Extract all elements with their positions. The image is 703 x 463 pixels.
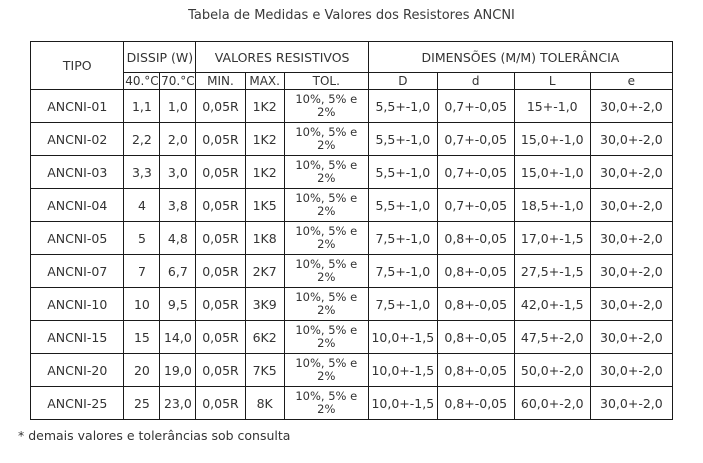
cell-dim-d: 0,8+-0,05 <box>437 255 514 288</box>
cell-dim-L: 27,5+-1,5 <box>514 255 590 288</box>
cell-tol: 10%, 5% e 2% <box>284 156 368 189</box>
cell-max: 1K2 <box>245 156 284 189</box>
cell-dim-D: 10,0+-1,5 <box>368 354 437 387</box>
table-row <box>31 156 673 189</box>
cell-tipo: ANCNI-03 <box>31 156 124 189</box>
cell-dim-D: 5,5+-1,0 <box>368 156 437 189</box>
cell-dissip-40c: 2,2 <box>124 123 160 156</box>
cell-dim-e: 30,0+-2,0 <box>590 321 672 354</box>
cell-dim-e: 30,0+-2,0 <box>590 354 672 387</box>
cell-dim-d: 0,8+-0,05 <box>437 354 514 387</box>
cell-dim-d: 0,7+-0,05 <box>437 156 514 189</box>
cell-tol: 10%, 5% e 2% <box>284 90 368 123</box>
cell-dim-L: 15,0+-1,0 <box>514 156 590 189</box>
cell-tipo: ANCNI-02 <box>31 123 124 156</box>
cell-dissip-40c: 10 <box>124 288 160 321</box>
cell-dim-e: 30,0+-2,0 <box>590 255 672 288</box>
cell-dim-D: 10,0+-1,5 <box>368 387 437 420</box>
cell-dissip-70c: 23,0 <box>160 387 196 420</box>
cell-dissip-70c: 1,0 <box>160 90 196 123</box>
cell-dim-D: 5,5+-1,0 <box>368 123 437 156</box>
cell-min: 0,05R <box>196 90 245 123</box>
cell-min: 0,05R <box>196 321 245 354</box>
table-row <box>31 123 673 156</box>
header-d: d <box>437 73 514 90</box>
cell-dim-d: 0,7+-0,05 <box>437 90 514 123</box>
cell-dissip-70c: 3,0 <box>160 156 196 189</box>
cell-tipo: ANCNI-20 <box>31 354 124 387</box>
cell-dim-d: 0,7+-0,05 <box>437 123 514 156</box>
table-row <box>31 354 673 387</box>
cell-dim-D: 7,5+-1,0 <box>368 255 437 288</box>
table-row <box>31 387 673 420</box>
cell-dim-D: 5,5+-1,0 <box>368 189 437 222</box>
cell-tol: 10%, 5% e 2% <box>284 189 368 222</box>
cell-tipo: ANCNI-07 <box>31 255 124 288</box>
cell-dim-e: 30,0+-2,0 <box>590 90 672 123</box>
cell-dim-L: 18,5+-1,0 <box>514 189 590 222</box>
cell-dissip-40c: 5 <box>124 222 160 255</box>
cell-tol: 10%, 5% e 2% <box>284 123 368 156</box>
table-row <box>31 90 673 123</box>
cell-max: 2K7 <box>245 255 284 288</box>
cell-dim-L: 47,5+-2,0 <box>514 321 590 354</box>
cell-dissip-40c: 25 <box>124 387 160 420</box>
header-dissip: DISSIP (W) <box>124 42 196 73</box>
cell-dissip-70c: 2,0 <box>160 123 196 156</box>
cell-max: 1K5 <box>245 189 284 222</box>
cell-dissip-70c: 9,5 <box>160 288 196 321</box>
table-row <box>31 255 673 288</box>
cell-dissip-40c: 15 <box>124 321 160 354</box>
cell-dim-L: 17,0+-1,5 <box>514 222 590 255</box>
cell-tipo: ANCNI-04 <box>31 189 124 222</box>
cell-max: 7K5 <box>245 354 284 387</box>
cell-min: 0,05R <box>196 288 245 321</box>
header-max: MAX. <box>245 73 284 90</box>
cell-max: 3K9 <box>245 288 284 321</box>
cell-dissip-70c: 6,7 <box>160 255 196 288</box>
cell-dim-L: 60,0+-2,0 <box>514 387 590 420</box>
cell-tipo: ANCNI-05 <box>31 222 124 255</box>
cell-tol: 10%, 5% e 2% <box>284 288 368 321</box>
cell-dim-e: 30,0+-2,0 <box>590 123 672 156</box>
footnote: * demais valores e tolerâncias sob consulta <box>18 428 291 443</box>
cell-max: 8K <box>245 387 284 420</box>
cell-tipo: ANCNI-01 <box>31 90 124 123</box>
cell-max: 6K2 <box>245 321 284 354</box>
cell-dissip-70c: 3,8 <box>160 189 196 222</box>
cell-dissip-40c: 4 <box>124 189 160 222</box>
cell-dim-D: 7,5+-1,0 <box>368 288 437 321</box>
header-valores-resistivos: VALORES RESISTIVOS <box>196 42 369 73</box>
header-D: D <box>368 73 437 90</box>
cell-dissip-40c: 20 <box>124 354 160 387</box>
cell-tol: 10%, 5% e 2% <box>284 222 368 255</box>
cell-dim-e: 30,0+-2,0 <box>590 387 672 420</box>
table-row <box>31 321 673 354</box>
header-min: MIN. <box>196 73 245 90</box>
cell-dim-e: 30,0+-2,0 <box>590 222 672 255</box>
table-row <box>31 222 673 255</box>
cell-dim-L: 15,0+-1,0 <box>514 123 590 156</box>
cell-dissip-40c: 1,1 <box>124 90 160 123</box>
cell-min: 0,05R <box>196 156 245 189</box>
cell-dissip-70c: 19,0 <box>160 354 196 387</box>
cell-dim-L: 42,0+-1,5 <box>514 288 590 321</box>
cell-dim-D: 7,5+-1,0 <box>368 222 437 255</box>
cell-dissip-70c: 14,0 <box>160 321 196 354</box>
header-L: L <box>514 73 590 90</box>
cell-dim-e: 30,0+-2,0 <box>590 189 672 222</box>
cell-dissip-40c: 7 <box>124 255 160 288</box>
table-row <box>31 189 673 222</box>
cell-dim-L: 50,0+-2,0 <box>514 354 590 387</box>
cell-dissip-40c: 3,3 <box>124 156 160 189</box>
header-tipo: TIPO <box>31 42 124 90</box>
cell-max: 1K2 <box>245 90 284 123</box>
cell-min: 0,05R <box>196 354 245 387</box>
cell-dim-d: 0,7+-0,05 <box>437 189 514 222</box>
cell-dim-D: 10,0+-1,5 <box>368 321 437 354</box>
cell-min: 0,05R <box>196 123 245 156</box>
header-40c: 40.°C <box>125 74 159 88</box>
table-body <box>31 90 673 420</box>
table-row <box>31 288 673 321</box>
cell-min: 0,05R <box>196 222 245 255</box>
cell-tol: 10%, 5% e 2% <box>284 354 368 387</box>
cell-max: 1K2 <box>245 123 284 156</box>
cell-dim-e: 30,0+-2,0 <box>590 288 672 321</box>
cell-dim-d: 0,8+-0,05 <box>437 321 514 354</box>
cell-tipo: ANCNI-15 <box>31 321 124 354</box>
header-e: e <box>590 73 672 90</box>
cell-dim-d: 0,8+-0,05 <box>437 288 514 321</box>
table-title: Tabela de Medidas e Valores dos Resistores ANCNI <box>188 8 515 23</box>
cell-min: 0,05R <box>196 189 245 222</box>
cell-min: 0,05R <box>196 255 245 288</box>
header-tol: TOL. <box>284 73 368 90</box>
cell-max: 1K8 <box>245 222 284 255</box>
cell-dim-d: 0,8+-0,05 <box>437 387 514 420</box>
cell-dim-d: 0,8+-0,05 <box>437 222 514 255</box>
cell-tol: 10%, 5% e 2% <box>284 321 368 354</box>
cell-dim-e: 30,0+-2,0 <box>590 156 672 189</box>
cell-tipo: ANCNI-25 <box>31 387 124 420</box>
resistor-spec-table <box>30 41 673 420</box>
cell-tol: 10%, 5% e 2% <box>284 255 368 288</box>
cell-tipo: ANCNI-10 <box>31 288 124 321</box>
cell-tol: 10%, 5% e 2% <box>284 387 368 420</box>
cell-dim-L: 15+-1,0 <box>514 90 590 123</box>
header-dimensoes: DIMENSÕES (M/M) TOLERÂNCIA <box>368 42 672 73</box>
cell-dim-D: 5,5+-1,0 <box>368 90 437 123</box>
header-70c: 70.°C <box>161 74 195 88</box>
cell-min: 0,05R <box>196 387 245 420</box>
cell-dissip-70c: 4,8 <box>160 222 196 255</box>
